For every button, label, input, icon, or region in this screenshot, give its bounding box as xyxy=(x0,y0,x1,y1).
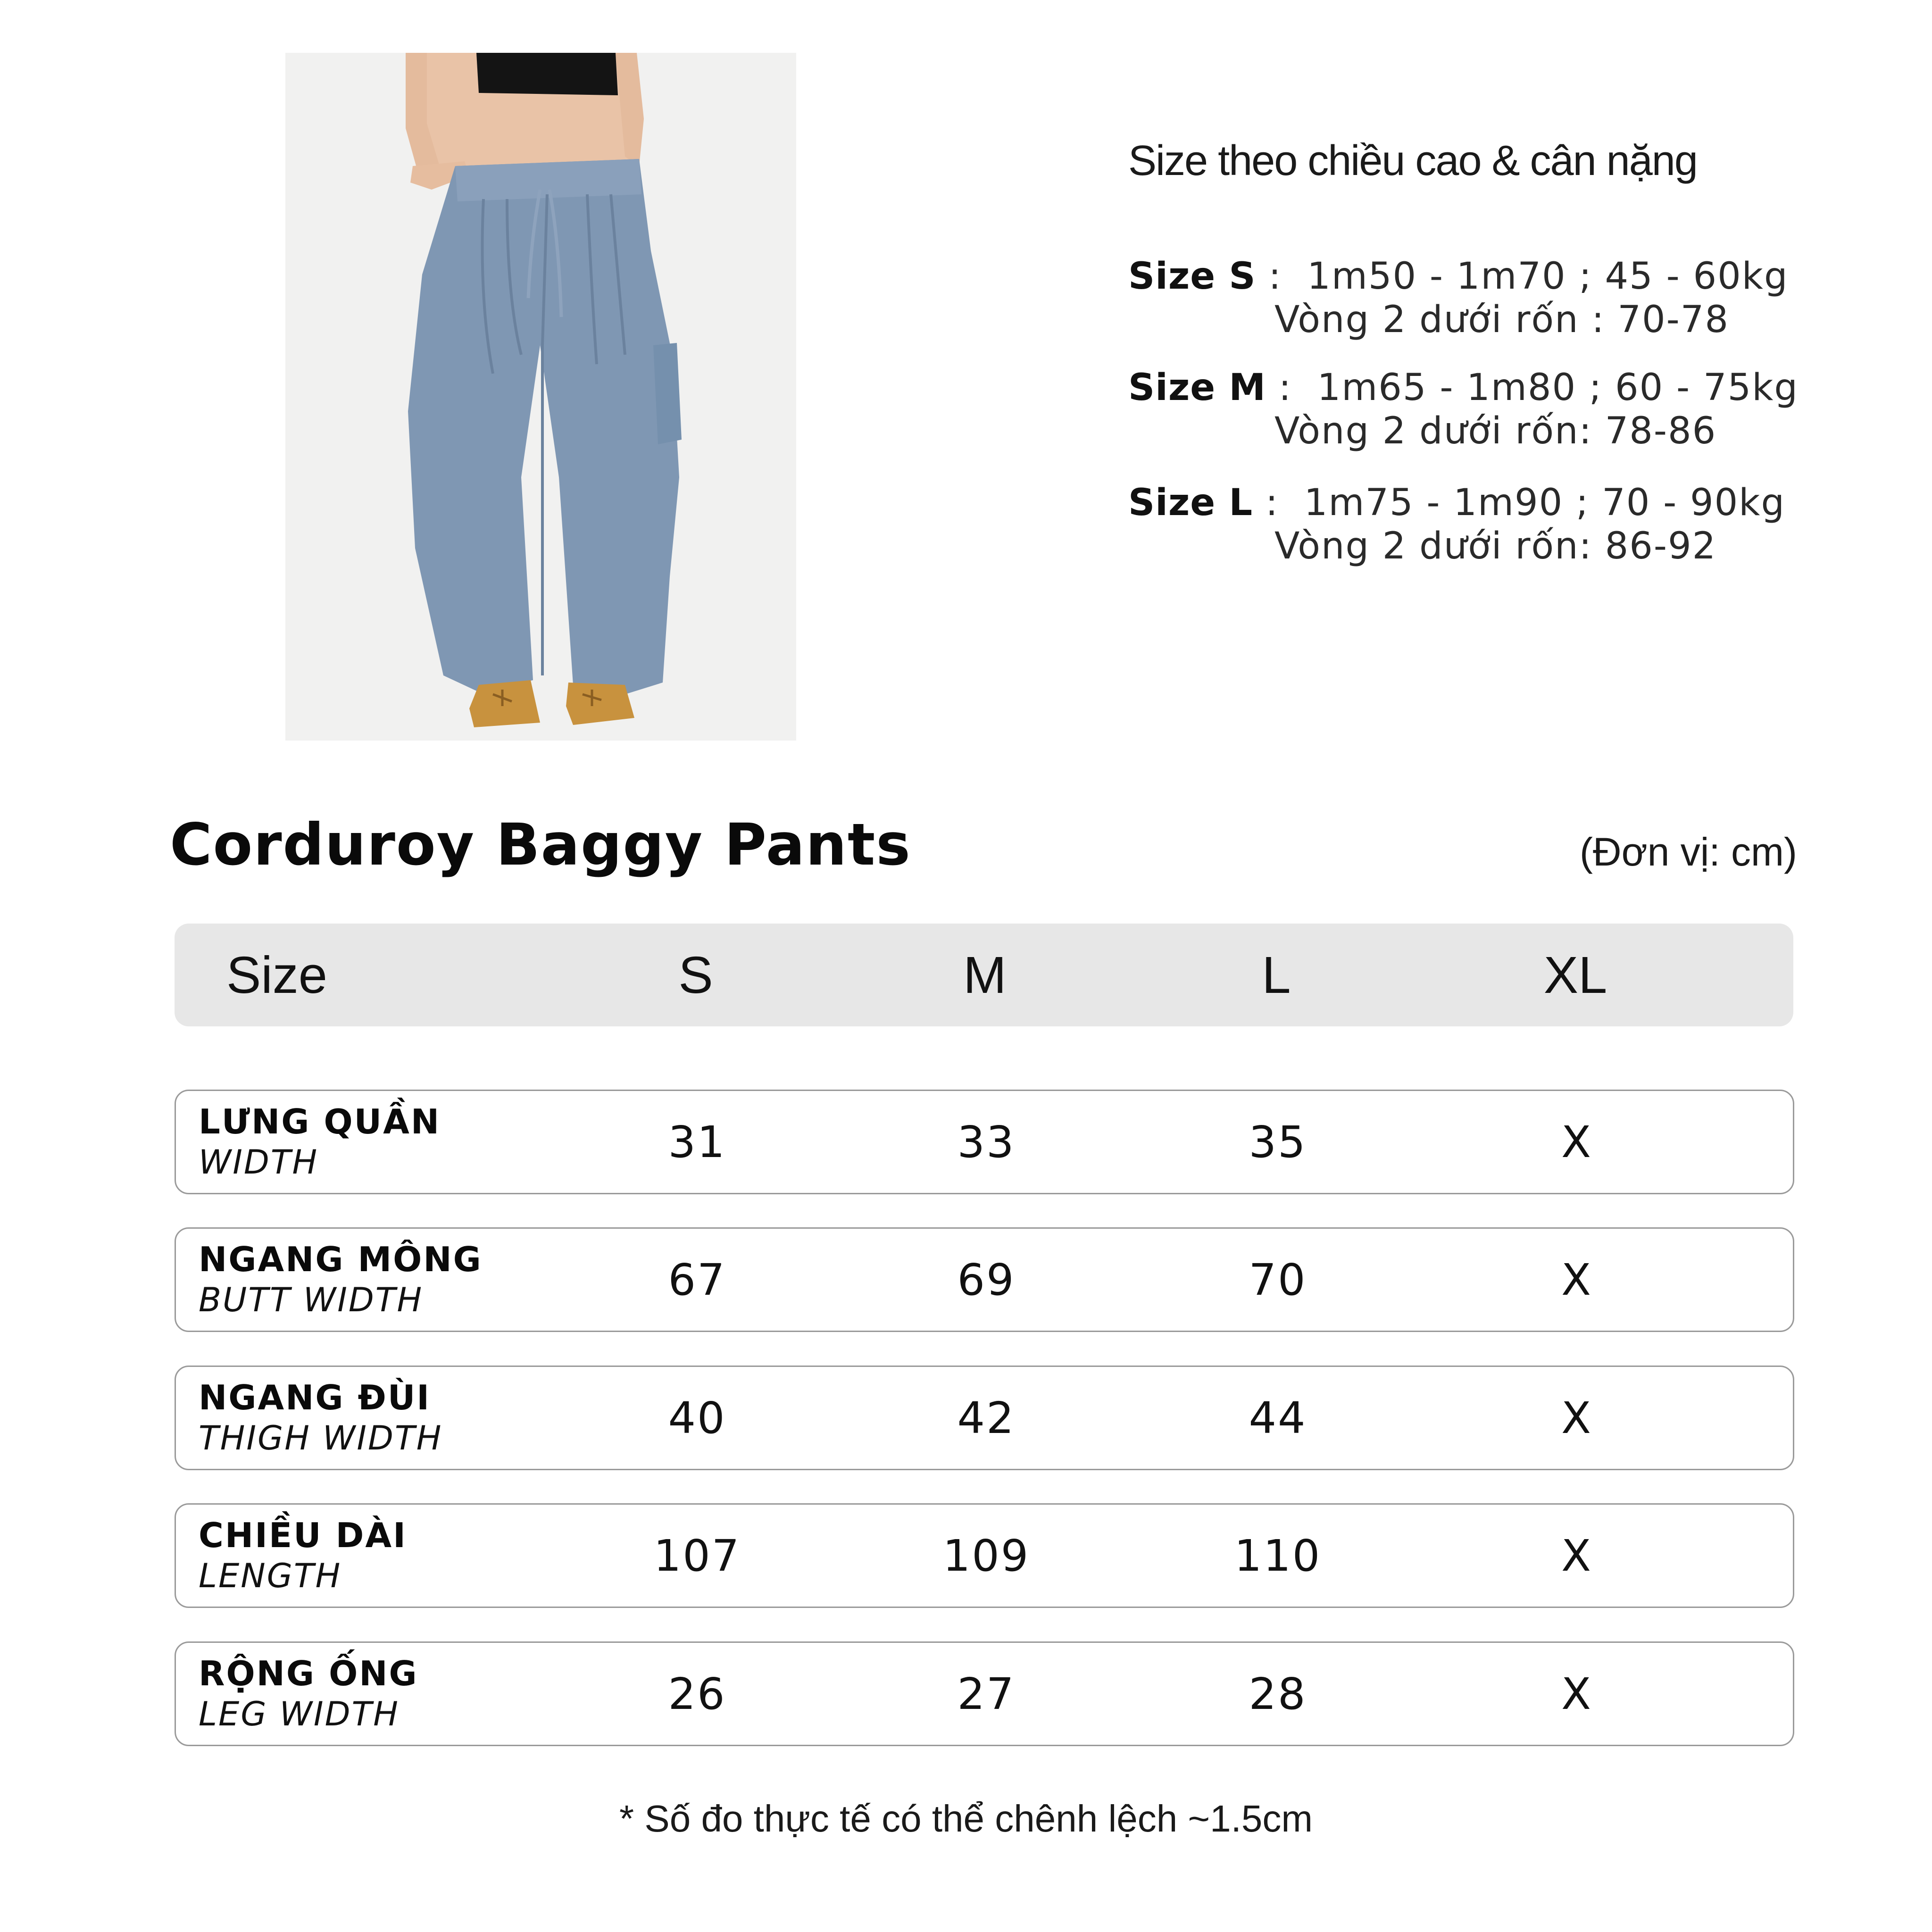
unit-label: (Đơn vị: cm) xyxy=(1579,830,1797,874)
cell-xl: X xyxy=(1561,1530,1593,1581)
cell-xl: X xyxy=(1561,1254,1593,1305)
cell-m: 109 xyxy=(942,1530,1030,1581)
table-row-butt xyxy=(175,1227,1794,1332)
size-guide-label: Size M xyxy=(1128,366,1266,409)
product-photo xyxy=(285,53,796,741)
size-guide-waist: Vòng 2 dưới rốn: 78-86 xyxy=(1274,410,1717,452)
table-row-waist xyxy=(175,1090,1794,1194)
cell-l: 35 xyxy=(1249,1116,1307,1167)
header-size: Size xyxy=(226,946,327,1004)
table-row-leg xyxy=(175,1641,1794,1746)
cell-s: 40 xyxy=(668,1392,726,1443)
cell-s: 31 xyxy=(668,1116,726,1167)
size-table-header xyxy=(175,924,1793,1026)
size-guide-separator: : xyxy=(1253,482,1279,524)
row-label-en: THIGH WIDTH xyxy=(199,1419,443,1457)
table-row-thigh xyxy=(175,1366,1794,1470)
row-label xyxy=(199,1091,441,1193)
cell-m: 42 xyxy=(957,1392,1016,1443)
cell-m: 69 xyxy=(957,1254,1016,1305)
cell-s: 107 xyxy=(653,1530,741,1581)
size-guide-waist: Vòng 2 dưới rốn: 86-92 xyxy=(1274,525,1717,567)
cell-xl: X xyxy=(1561,1392,1593,1443)
size-guide-entry-l xyxy=(1128,481,1836,568)
cell-s: 67 xyxy=(668,1254,726,1305)
header-l: L xyxy=(1262,946,1291,1004)
row-label-en: BUTT WIDTH xyxy=(199,1281,424,1319)
size-guide-entry-s xyxy=(1128,255,1836,341)
row-label-vn: CHIỀU DÀI xyxy=(199,1516,407,1555)
row-label-vn: RỘNG ỐNG xyxy=(199,1654,418,1693)
row-label-en: LENGTH xyxy=(199,1557,342,1595)
cell-l: 44 xyxy=(1249,1392,1307,1443)
size-guide-label: Size S xyxy=(1128,255,1256,298)
row-label xyxy=(199,1367,442,1469)
size-guide-label: Size L xyxy=(1128,482,1253,524)
row-label-en: WIDTH xyxy=(199,1143,319,1182)
cell-l: 110 xyxy=(1234,1530,1322,1581)
row-label-en: LEG WIDTH xyxy=(199,1695,400,1733)
cell-xl: X xyxy=(1561,1668,1593,1719)
size-guide-waist: Vòng 2 dưới rốn : 70-78 xyxy=(1274,299,1730,341)
cell-xl: X xyxy=(1561,1116,1593,1167)
size-guide-entry-m xyxy=(1128,366,1836,453)
cell-m: 27 xyxy=(957,1668,1016,1719)
row-label xyxy=(199,1505,407,1607)
row-label xyxy=(199,1643,418,1745)
cell-m: 33 xyxy=(957,1116,1016,1167)
size-guide-height-weight: 1m65 - 1m80 ; 60 - 75kg xyxy=(1292,366,1799,409)
header-xl: XL xyxy=(1543,946,1607,1004)
row-label-vn: NGANG ĐÙI xyxy=(199,1378,431,1417)
size-guide-separator: : xyxy=(1256,255,1282,298)
row-label-vn: NGANG MÔNG xyxy=(199,1240,483,1279)
header-s: S xyxy=(678,946,713,1004)
cell-s: 26 xyxy=(668,1668,726,1719)
cell-l: 70 xyxy=(1249,1254,1307,1305)
product-title: Corduroy Baggy Pants xyxy=(170,811,911,878)
header-m: M xyxy=(963,946,1007,1004)
size-guide-title: Size theo chiều cao & cân nặng xyxy=(1128,137,1697,184)
product-photo-illustration xyxy=(285,53,796,741)
size-guide-height-weight: 1m50 - 1m70 ; 45 - 60kg xyxy=(1282,255,1789,298)
size-guide xyxy=(1128,137,1836,185)
footnote: * Số đo thực tế có thể chênh lệch ~1.5cm xyxy=(619,1798,1313,1840)
cell-l: 28 xyxy=(1249,1668,1307,1719)
table-row-length xyxy=(175,1503,1794,1608)
size-guide-height-weight: 1m75 - 1m90 ; 70 - 90kg xyxy=(1279,482,1785,524)
row-label xyxy=(199,1229,483,1331)
row-label-vn: LƯNG QUẦN xyxy=(199,1102,441,1141)
size-guide-separator: : xyxy=(1266,366,1292,409)
